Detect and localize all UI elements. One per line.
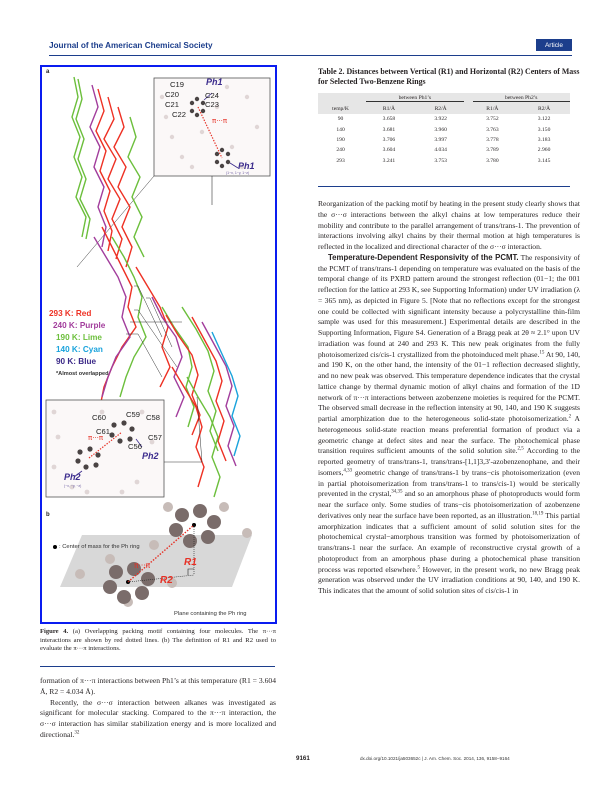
table-row (318, 145, 570, 155)
r2-label: R2 (160, 575, 173, 586)
table-cell: 190 (336, 136, 345, 143)
table-cell: 3.997 (434, 136, 447, 143)
atom-label: C59 (126, 410, 140, 419)
right-column-text (318, 199, 580, 597)
atom-label: C58 (146, 413, 160, 422)
ph1-label: Ph1 (206, 77, 223, 87)
running-header (49, 41, 572, 56)
paragraph: Temperature-Dependent Responsivity of the PCMT. The responsivity of the PCMT of trans/trans-1 depending on temperature was evaluated on the basis of the temporal change of its PXRD pattern around the strongest reflection (01−1; the 001 reflection for the lattice at 293 K, see Supporting Information) under UV irradiation (λ = 365 nm), as depicted in Figure 5. [Note that no reflections except for the strongest one could be collected with significant intensity because a polycrystalline thin-film sample was used for this measurement.] Experimental details are described in the Supporting Information, Figure S4. Generation of a Bragg peak at 2θ ≈ 2.1° upon UV irradiation was found at 240 and 293 K. This new peak originates from the fully photoisomerized cis/cis-1 crystallized from the photoinduced melt phase.$^{15}$ At 90, 140, and 190 K, on the other hand, the intensity of the 01−1 reflection decreased slightly, and no new peak was observed. This temperature dependence indicates that the crystal lattice change by thermal dynamic motion of alkyl chains and formation of the 1D network of π···π interactions between azobenzene moieties is required for the PCMT. The observed small decrease in the reflection intensity at 90, 140, and 190 K suggests partial amorphization due to the heterogeneous solid-state photoisomerization.$^2$ A heterogeneous solid-state reaction means preferential formation of product via a geometric change at defect sites and near the surface. The photochemical phase transition requires sufficient amounts of the solid solution site.$^{2,5}$ According to the reported geometry of trans/trans-1, trans/trans-[1,1]3,3′-azobenzenophane, and their isomers,$^{4,33}$ geometric change of trans/trans-1 by trans−cis photoisomerization (even in partial photoisomerization from trans/trans-1 to trans/cis-1) would be sterically prevented in the crystal,$^{34,35}$ and so an amorphous phase of photoproducts would form near the surface only. Some studies of trans−cis photoisomerization of azobenzene derivatives only near the surface have been reported, as an illustration.$^{18,19}$ This partial amorphization indicates that a sufficient amount of solid solution sites for the photochemical crystal−amorphous transition was formed by photoisomerization of trans/trans-1 near the surface. An example of reconstructive crystal growth of a photoproduct from an amorphous phase during a photochemical phase transition process was reported elsewhere.$^5$ However, in the present work, no new Bragg peak generation was observed under the UV irradiation conditions at 90, 140, and 190 K. This indicates that the amount of solid solution sites of cis/cis-1 in (318, 252, 581, 595)
panel-a-label: a (46, 69, 50, 75)
legend-note: *Almost overlapped (56, 371, 109, 377)
group-header-ph1: between Ph1’s (366, 95, 463, 102)
ph2-symmetry-code: (−x, −y, −z) (64, 484, 82, 488)
table-title-text: Distances between Vertical (R1) and Horizontal (R2) Centers of Mass for Selected Two-Benzene Rings (318, 67, 580, 86)
ph1-label-symmetry: Ph1 (238, 161, 255, 171)
ph2-label-symmetry: Ph2 (64, 472, 81, 482)
r1-label: R1 (184, 557, 197, 568)
atom-label: C19 (170, 80, 184, 89)
section-heading: Temperature-Dependent Responsivity of the PCMT. (328, 252, 519, 262)
column-header: R1/Å (363, 104, 415, 114)
table-body (318, 114, 570, 168)
table-cell: 3.922 (434, 116, 447, 123)
table-cell: 293 (336, 157, 345, 164)
column-header: R2/Å (518, 104, 570, 114)
table-cell: 3.763 (486, 126, 499, 133)
doi-citation[interactable]: dx.doi.org/10.1021/ja503652c | J. Am. Chem. Soc. 2014, 136, 9158−9164 (360, 756, 510, 761)
plane-label: Plane containing the Ph ring (174, 611, 247, 617)
table-cell: 3.960 (434, 126, 447, 133)
figure-4 (40, 65, 277, 624)
table-bottom-rule (318, 186, 570, 187)
atom-label: C60 (92, 413, 106, 422)
article-type-badge: Article (536, 39, 572, 51)
table-cell: 240 (336, 147, 345, 154)
caption-label: Figure 4. (40, 628, 69, 635)
table-cell: 3.778 (486, 136, 499, 143)
table-cell: 3.752 (486, 116, 499, 123)
legend-293k: 293 K: Red (49, 309, 92, 318)
caption-text: (a) Overlapping packing motif containing four molecules. The π···π interactions are shown by red dotted lines. (b) The definition of R1 and R2 used to evaluate the π···π interactions. (40, 628, 276, 653)
table-cell: 3.122 (537, 116, 551, 123)
paragraph: Reorganization of the packing motif by heating in the present study clearly shows that the σ···σ interactions between the alkyl chains at low temperatures reduce their mobility and contribute to the parallel arrangement of trans/trans-1. The prevention of interactions involving alkyl chains by their thermal motion at high temperatures is reflected in the localized and directional character of the σ···σ interaction. (318, 199, 580, 251)
table-cell: 3.183 (537, 136, 551, 143)
reference[interactable]: 2,5 (517, 446, 524, 452)
table-cell: 3.789 (486, 147, 499, 154)
table-cell: 3.753 (434, 157, 447, 164)
reference[interactable]: 32 (74, 730, 80, 736)
pi-pi-label-ph1: π···π (212, 117, 228, 125)
page-number: 9161 (296, 755, 310, 762)
panel-b-label: b (46, 512, 50, 518)
table-cell: 3.681 (382, 126, 396, 133)
reference[interactable]: 34,35 (391, 489, 403, 495)
column-header: R2/Å (415, 104, 467, 114)
table-cell: 3.604 (382, 147, 396, 154)
table-cell: 90 (337, 116, 344, 123)
pi-pi-label-panel-b: π···π (134, 561, 151, 570)
table-title (318, 67, 580, 87)
left-column-text (40, 676, 276, 741)
atom-label: C22 (172, 110, 186, 119)
table-row (318, 114, 570, 124)
reference[interactable]: 4,33 (343, 468, 353, 474)
reference[interactable]: 15 (539, 349, 545, 355)
group-header-ph2: between Ph2’s (473, 95, 570, 102)
legend-140k: 140 K: Cyan (56, 345, 103, 354)
pi-pi-label-ph2: π···π (88, 434, 104, 442)
reference[interactable]: 18,19 (532, 511, 544, 517)
column-header: R1/Å (467, 104, 519, 114)
column-header: temp/K (318, 104, 363, 114)
atom-label: C20 (165, 90, 179, 99)
center-of-mass-legend-dot (53, 545, 57, 549)
table-cell: 3.780 (486, 157, 499, 164)
atom-label: C24 (205, 91, 219, 100)
table-row (318, 124, 570, 134)
atom-label: C61 (96, 427, 110, 436)
legend-90k: 90 K: Blue (56, 357, 97, 366)
table-row (318, 156, 570, 168)
table-cell: 3.241 (382, 157, 396, 164)
legend-190k: 190 K: Lime (56, 333, 102, 342)
table-cell: 3.706 (382, 136, 396, 143)
atom-label: C23 (205, 100, 219, 109)
reference[interactable]: 5 (417, 564, 420, 570)
atom-label: C56 (128, 442, 142, 451)
ph1-symmetry-code: (1−x, 1−y, 1−z) (226, 171, 250, 175)
table-cell: 140 (336, 126, 345, 133)
table-label: Table 2. (318, 67, 345, 76)
table-cell: 3.145 (537, 157, 551, 164)
ph2-label: Ph2 (142, 451, 159, 461)
table-cell: 2.960 (537, 147, 551, 154)
figure-caption (40, 628, 276, 654)
center-of-mass-legend: : Center of mass for the Ph ring (59, 544, 140, 550)
distances-table (318, 93, 570, 168)
table-cell: 4.034 (434, 147, 447, 154)
table-cell: 3.150 (537, 126, 551, 133)
paragraph: Recently, the σ···σ interaction between alkanes was investigated as significant for molecular stacking. Compared to the π···π interaction, the σ···σ interaction has similar stabilization energy and is more localized and directional.$^{32}$ (40, 697, 276, 739)
journal-name: Journal of the American Chemical Society (49, 41, 213, 50)
caption-divider (40, 666, 275, 667)
atom-label: C57 (148, 433, 162, 442)
legend-240k: 240 K: Purple (53, 321, 106, 330)
atom-label: C21 (165, 100, 179, 109)
table-row (318, 135, 570, 145)
paragraph: formation of π···π interactions between Ph1’s at this temperature (R1 = 3.604 Å, R2 = 4.034 Å). (40, 676, 276, 696)
reference[interactable]: 2 (568, 414, 572, 420)
table-cell: 3.658 (382, 116, 396, 123)
